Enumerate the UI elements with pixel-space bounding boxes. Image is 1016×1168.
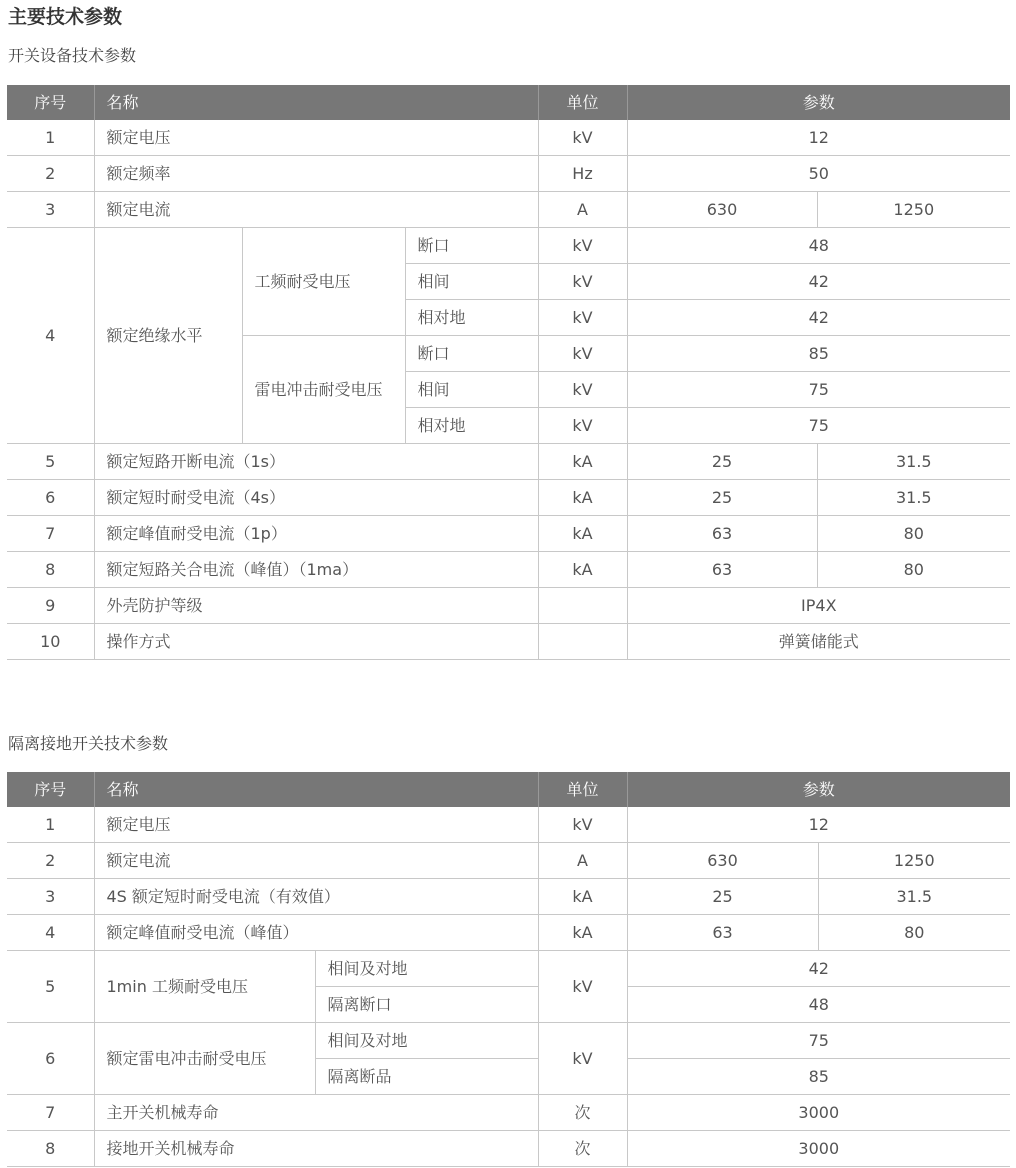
row-name: 外壳防护等级 [94, 588, 538, 624]
row-sub-label: 断口 [405, 336, 538, 372]
row-no: 9 [7, 588, 94, 624]
row-unit: Hz [538, 156, 627, 192]
row-no: 6 [7, 1023, 94, 1095]
section-subtitle-switchgear: 开关设备技术参数 [8, 46, 137, 65]
row-name: 接地开关机械寿命 [94, 1131, 538, 1167]
row-unit: kA [538, 915, 627, 951]
row-value: 48 [627, 228, 1010, 264]
row-sub-label: 相对地 [405, 408, 538, 444]
row-no: 5 [7, 444, 94, 480]
table-row [7, 516, 1010, 552]
row-value-1: 630 [627, 843, 818, 879]
row-name: 1min 工频耐受电压 [94, 951, 315, 1023]
row-value-1: 630 [627, 192, 817, 228]
row-sub-label: 隔离断口 [315, 987, 538, 1023]
row-no: 2 [7, 843, 94, 879]
row-name: 额定雷电冲击耐受电压 [94, 1023, 315, 1095]
row-value: IP4X [627, 588, 1010, 624]
row-sub-label: 相间 [405, 264, 538, 300]
row-unit: kV [538, 372, 627, 408]
row-value: 3000 [627, 1095, 1010, 1131]
row-name: 额定峰值耐受电流（1p） [94, 516, 538, 552]
row-unit: 次 [538, 1095, 627, 1131]
row-sub-label: 相对地 [405, 300, 538, 336]
row-value: 42 [627, 300, 1010, 336]
row-no: 4 [7, 915, 94, 951]
row-value: 12 [627, 807, 1010, 843]
row-no: 8 [7, 1131, 94, 1167]
row-value-1: 63 [627, 552, 817, 588]
section-subtitle-isolating-earthing-switch: 隔离接地开关技术参数 [8, 734, 169, 753]
row-sub-label: 隔离断品 [315, 1059, 538, 1095]
row-sub-label: 断口 [405, 228, 538, 264]
table-row [7, 843, 1010, 879]
row-unit: kV [538, 120, 627, 156]
row-no: 3 [7, 879, 94, 915]
row-value-2: 1250 [817, 192, 1010, 228]
row-name: 额定短路关合电流（峰值）（1ma） [94, 552, 538, 588]
row-unit: kV [538, 336, 627, 372]
row-unit: A [538, 192, 627, 228]
row-name: 主开关机械寿命 [94, 1095, 538, 1131]
row-value: 75 [627, 372, 1010, 408]
row-value: 弹簧储能式 [627, 624, 1010, 660]
row-no: 6 [7, 480, 94, 516]
table-row [7, 951, 1010, 987]
row-no: 1 [7, 120, 94, 156]
row-value: 48 [627, 987, 1010, 1023]
header-name: 名称 [94, 85, 538, 120]
row-value-2: 31.5 [818, 879, 1010, 915]
table-header-row [7, 772, 1010, 807]
table-row [7, 879, 1010, 915]
table-row [7, 120, 1010, 156]
row-no: 7 [7, 1095, 94, 1131]
table-row [7, 1131, 1010, 1167]
table-row [7, 480, 1010, 516]
row-unit [538, 588, 627, 624]
isolating-switch-spec-table [7, 772, 1010, 1167]
header-unit: 单位 [538, 772, 627, 807]
row-name: 额定电流 [94, 843, 538, 879]
table-row [7, 624, 1010, 660]
row-group-label: 雷电冲击耐受电压 [242, 336, 405, 444]
row-no: 10 [7, 624, 94, 660]
row-name: 操作方式 [94, 624, 538, 660]
row-no: 3 [7, 192, 94, 228]
row-name: 额定电压 [94, 807, 538, 843]
row-unit [538, 624, 627, 660]
row-value: 12 [627, 120, 1010, 156]
header-param: 参数 [627, 85, 1010, 120]
row-value: 75 [627, 1023, 1010, 1059]
table-row [7, 192, 1010, 228]
row-no: 2 [7, 156, 94, 192]
row-value: 42 [627, 951, 1010, 987]
row-unit: kA [538, 444, 627, 480]
table-row [7, 552, 1010, 588]
row-value: 75 [627, 408, 1010, 444]
row-unit: kV [538, 408, 627, 444]
row-no: 8 [7, 552, 94, 588]
row-value-2: 80 [817, 516, 1010, 552]
row-value-2: 31.5 [817, 444, 1010, 480]
table-row [7, 588, 1010, 624]
row-value: 50 [627, 156, 1010, 192]
header-name: 名称 [94, 772, 538, 807]
row-unit: kV [538, 300, 627, 336]
row-unit: kV [538, 228, 627, 264]
row-unit: kV [538, 1023, 627, 1095]
row-value-1: 63 [627, 915, 818, 951]
row-value-1: 25 [627, 444, 817, 480]
header-param: 参数 [627, 772, 1010, 807]
row-unit: kV [538, 807, 627, 843]
table-row [7, 444, 1010, 480]
row-unit: kV [538, 264, 627, 300]
table-row [7, 228, 1010, 264]
row-name: 额定绝缘水平 [94, 228, 242, 444]
table-row [7, 1095, 1010, 1131]
row-unit: A [538, 843, 627, 879]
row-unit: kA [538, 552, 627, 588]
row-unit: kA [538, 879, 627, 915]
row-name: 额定短路开断电流（1s） [94, 444, 538, 480]
row-no: 7 [7, 516, 94, 552]
row-sub-label: 相间 [405, 372, 538, 408]
table-row [7, 915, 1010, 951]
row-value: 85 [627, 1059, 1010, 1095]
row-value-2: 80 [818, 915, 1010, 951]
row-name: 额定短时耐受电流（4s） [94, 480, 538, 516]
row-value-1: 63 [627, 516, 817, 552]
row-no: 5 [7, 951, 94, 1023]
row-name: 额定频率 [94, 156, 538, 192]
header-no: 序号 [7, 85, 94, 120]
row-value-1: 25 [627, 879, 818, 915]
row-name: 4S 额定短时耐受电流（有效值） [94, 879, 538, 915]
header-unit: 单位 [538, 85, 627, 120]
row-sub-label: 相间及对地 [315, 1023, 538, 1059]
row-name: 额定电压 [94, 120, 538, 156]
header-no: 序号 [7, 772, 94, 807]
row-no: 1 [7, 807, 94, 843]
page-title: 主要技术参数 [8, 6, 123, 28]
row-unit: kV [538, 951, 627, 1023]
row-sub-label: 相间及对地 [315, 951, 538, 987]
table-header-row [7, 85, 1010, 120]
row-value: 42 [627, 264, 1010, 300]
row-value-2: 31.5 [817, 480, 1010, 516]
row-value-1: 25 [627, 480, 817, 516]
row-value-2: 80 [817, 552, 1010, 588]
row-value-2: 1250 [818, 843, 1010, 879]
row-value: 85 [627, 336, 1010, 372]
row-unit: 次 [538, 1131, 627, 1167]
switchgear-spec-table [7, 85, 1010, 660]
table-row [7, 807, 1010, 843]
table-row [7, 1023, 1010, 1059]
row-name: 额定电流 [94, 192, 538, 228]
row-no: 4 [7, 228, 94, 444]
table-row [7, 156, 1010, 192]
row-unit: kA [538, 516, 627, 552]
row-unit: kA [538, 480, 627, 516]
row-group-label: 工频耐受电压 [242, 228, 405, 336]
row-value: 3000 [627, 1131, 1010, 1167]
row-name: 额定峰值耐受电流（峰值） [94, 915, 538, 951]
